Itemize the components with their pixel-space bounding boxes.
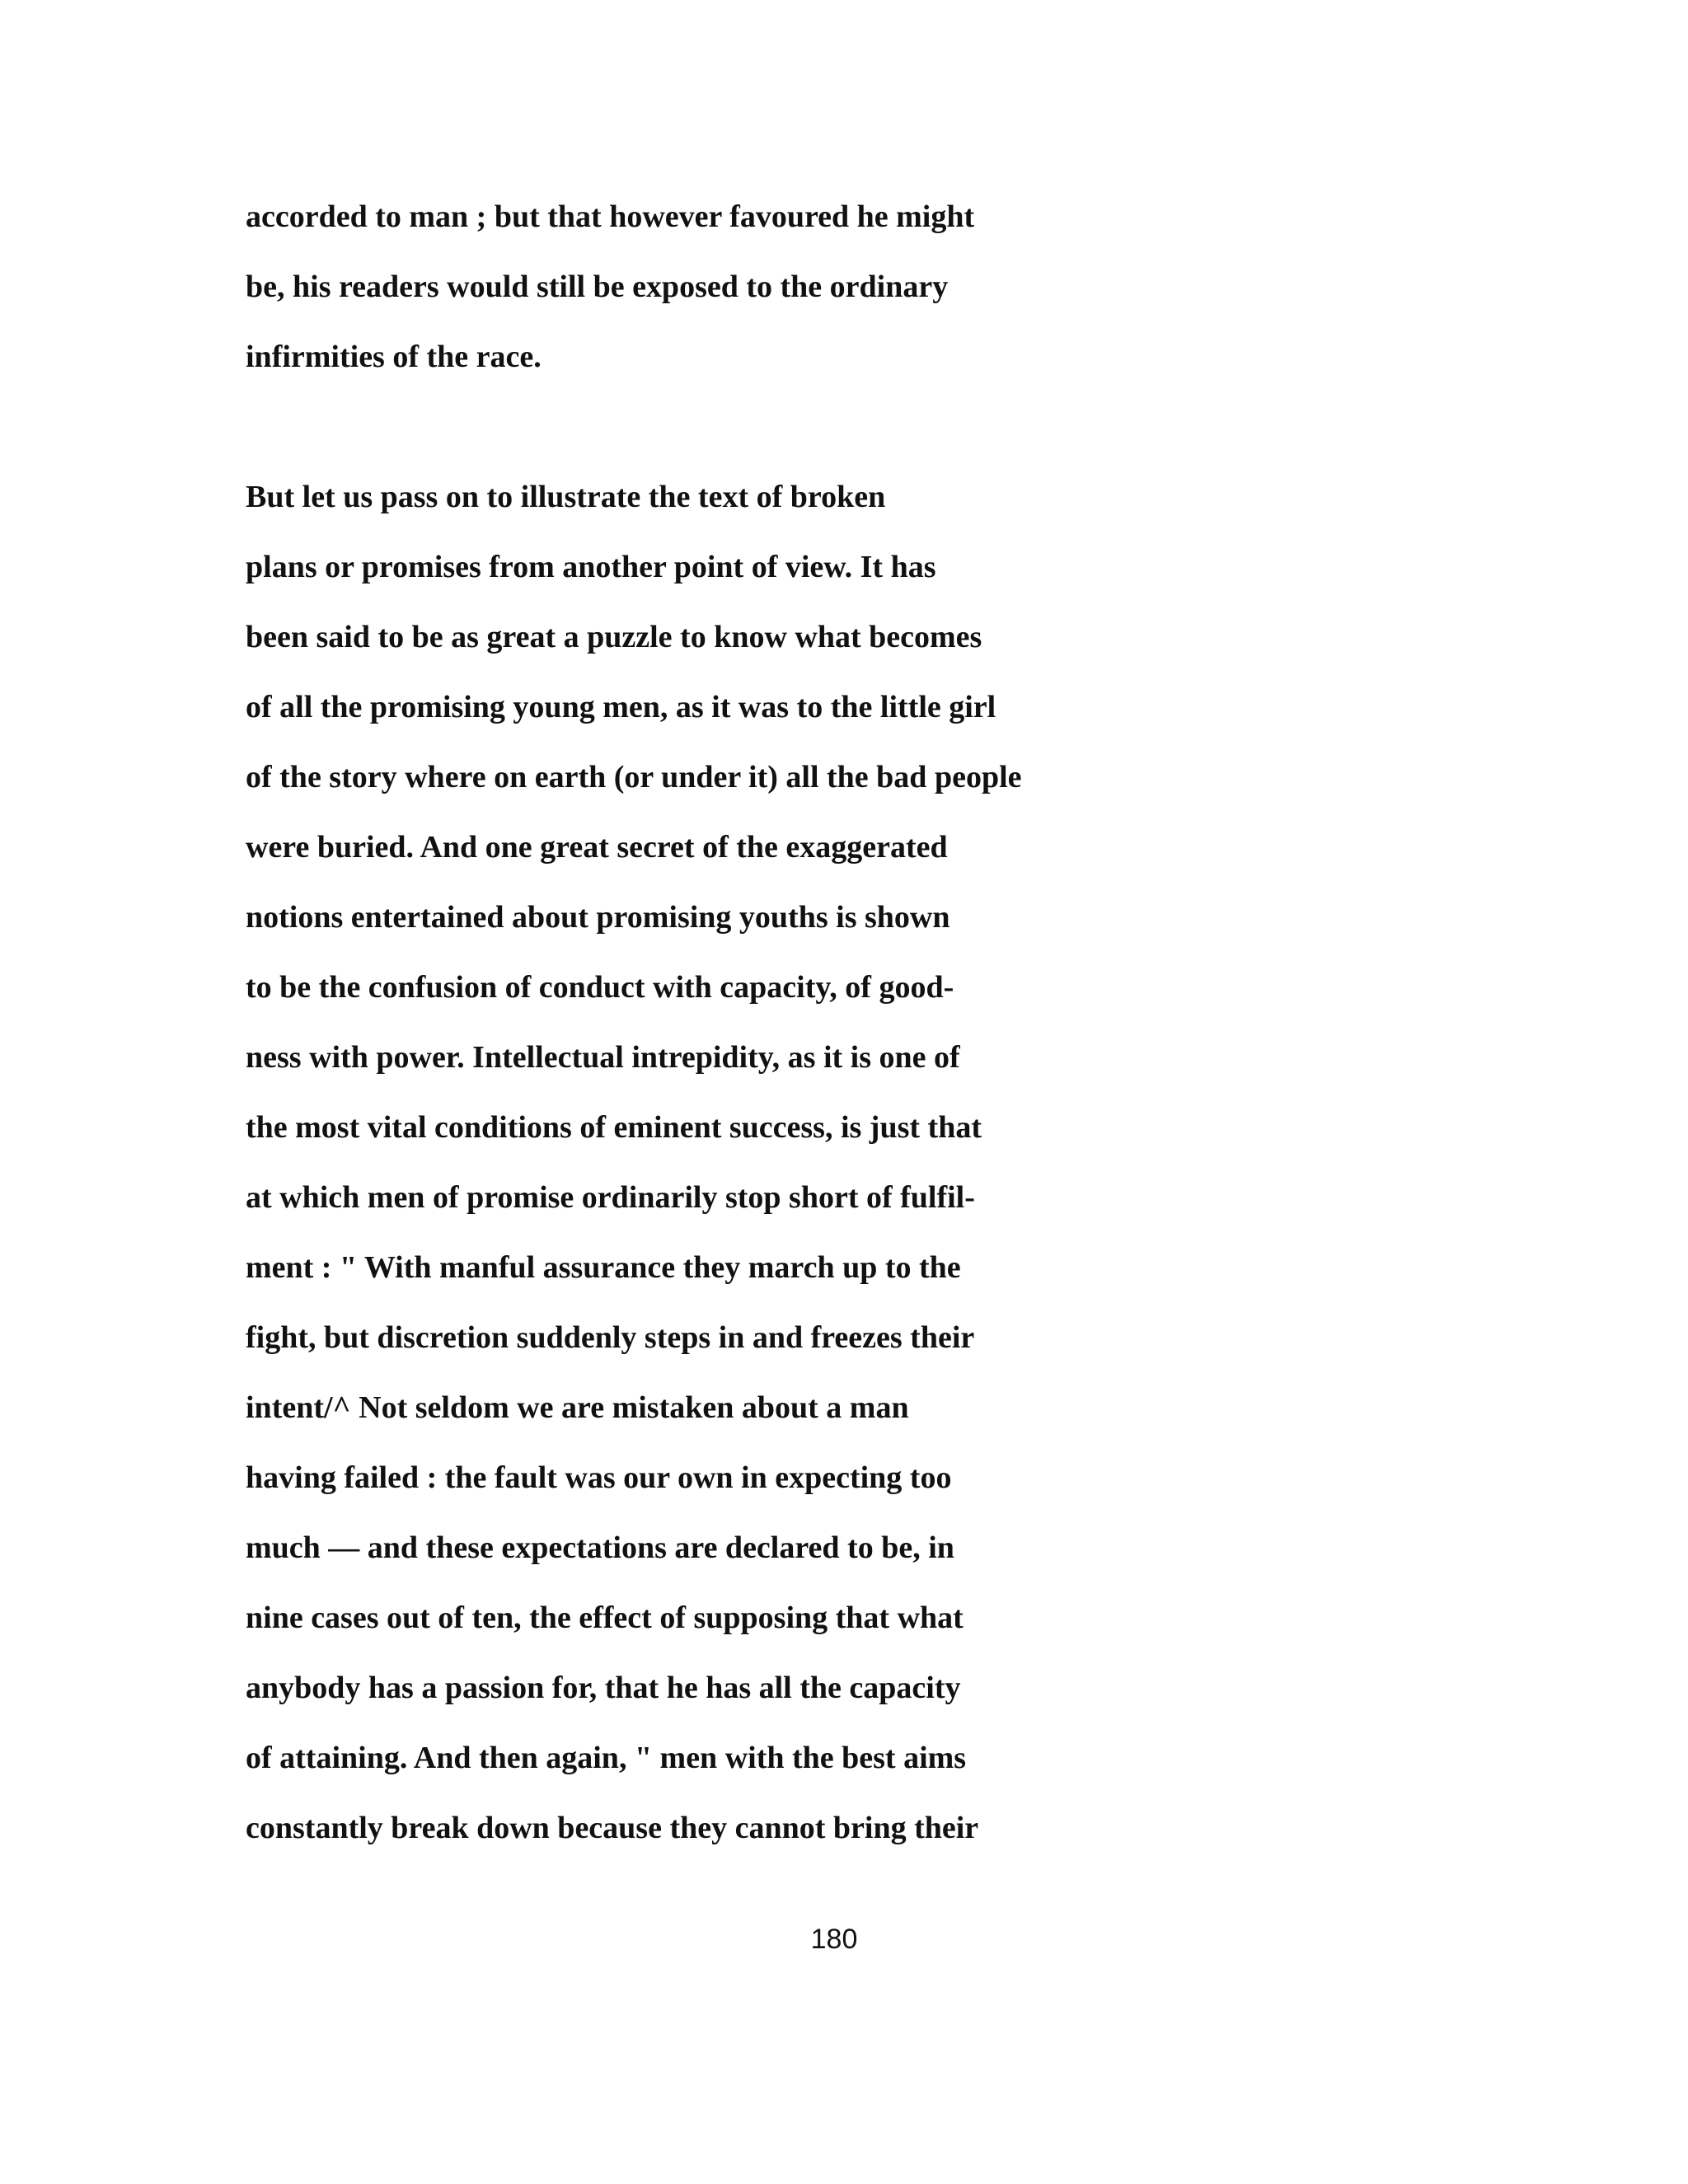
text-line: notions entertained about promising youths is shown	[246, 900, 950, 935]
text-line: of the story where on earth (or under it) all the bad people	[246, 760, 1022, 794]
text-line: But let us pass on to illustrate the text of broken	[246, 480, 886, 514]
text-line: having failed : the fault was our own in expecting too	[246, 1460, 952, 1495]
text-line: of all the promising young men, as it was to the little girl	[246, 690, 996, 724]
text-line: ment : " With manful assurance they march up to the	[246, 1250, 961, 1285]
text-line: nine cases out of ten, the effect of supposing that what	[246, 1601, 964, 1635]
text-line: fight, but discretion suddenly steps in and freezes their	[246, 1320, 975, 1355]
text-line: plans or promises from another point of view. It has	[246, 550, 936, 584]
text-line: ness with power. Intellectual intrepidity, as it is one of	[246, 1040, 960, 1075]
text-line: intent/^ Not seldom we are mistaken about a man	[246, 1390, 909, 1425]
text-line: of attaining. And then again, " men with the best aims	[246, 1741, 967, 1775]
page-number: 180	[810, 1924, 858, 1955]
text-line: the most vital conditions of eminent success, is just that	[246, 1110, 982, 1145]
paragraph-continuation	[246, 196, 1432, 406]
text-line: to be the confusion of conduct with capacity, of good-	[246, 970, 954, 1005]
text-line: be, his readers would still be exposed to the ordinary	[246, 269, 949, 304]
text-line: much — and these expectations are declared to be, in	[246, 1530, 954, 1565]
text-line: were buried. And one great secret of the exaggerated	[246, 830, 948, 865]
text-line: at which men of promise ordinarily stop short of fulfil-	[246, 1180, 975, 1215]
text-line: infirmities of the race.	[246, 340, 542, 374]
text-line: accorded to man ; but that however favoured he might	[246, 199, 975, 234]
text-line: been said to be as great a puzzle to know what becomes	[246, 620, 982, 654]
text-line: constantly break down because they cannot bring their	[246, 1811, 979, 1845]
paragraph-main	[246, 476, 1432, 1877]
text-line: anybody has a passion for, that he has all the capacity	[246, 1671, 961, 1705]
